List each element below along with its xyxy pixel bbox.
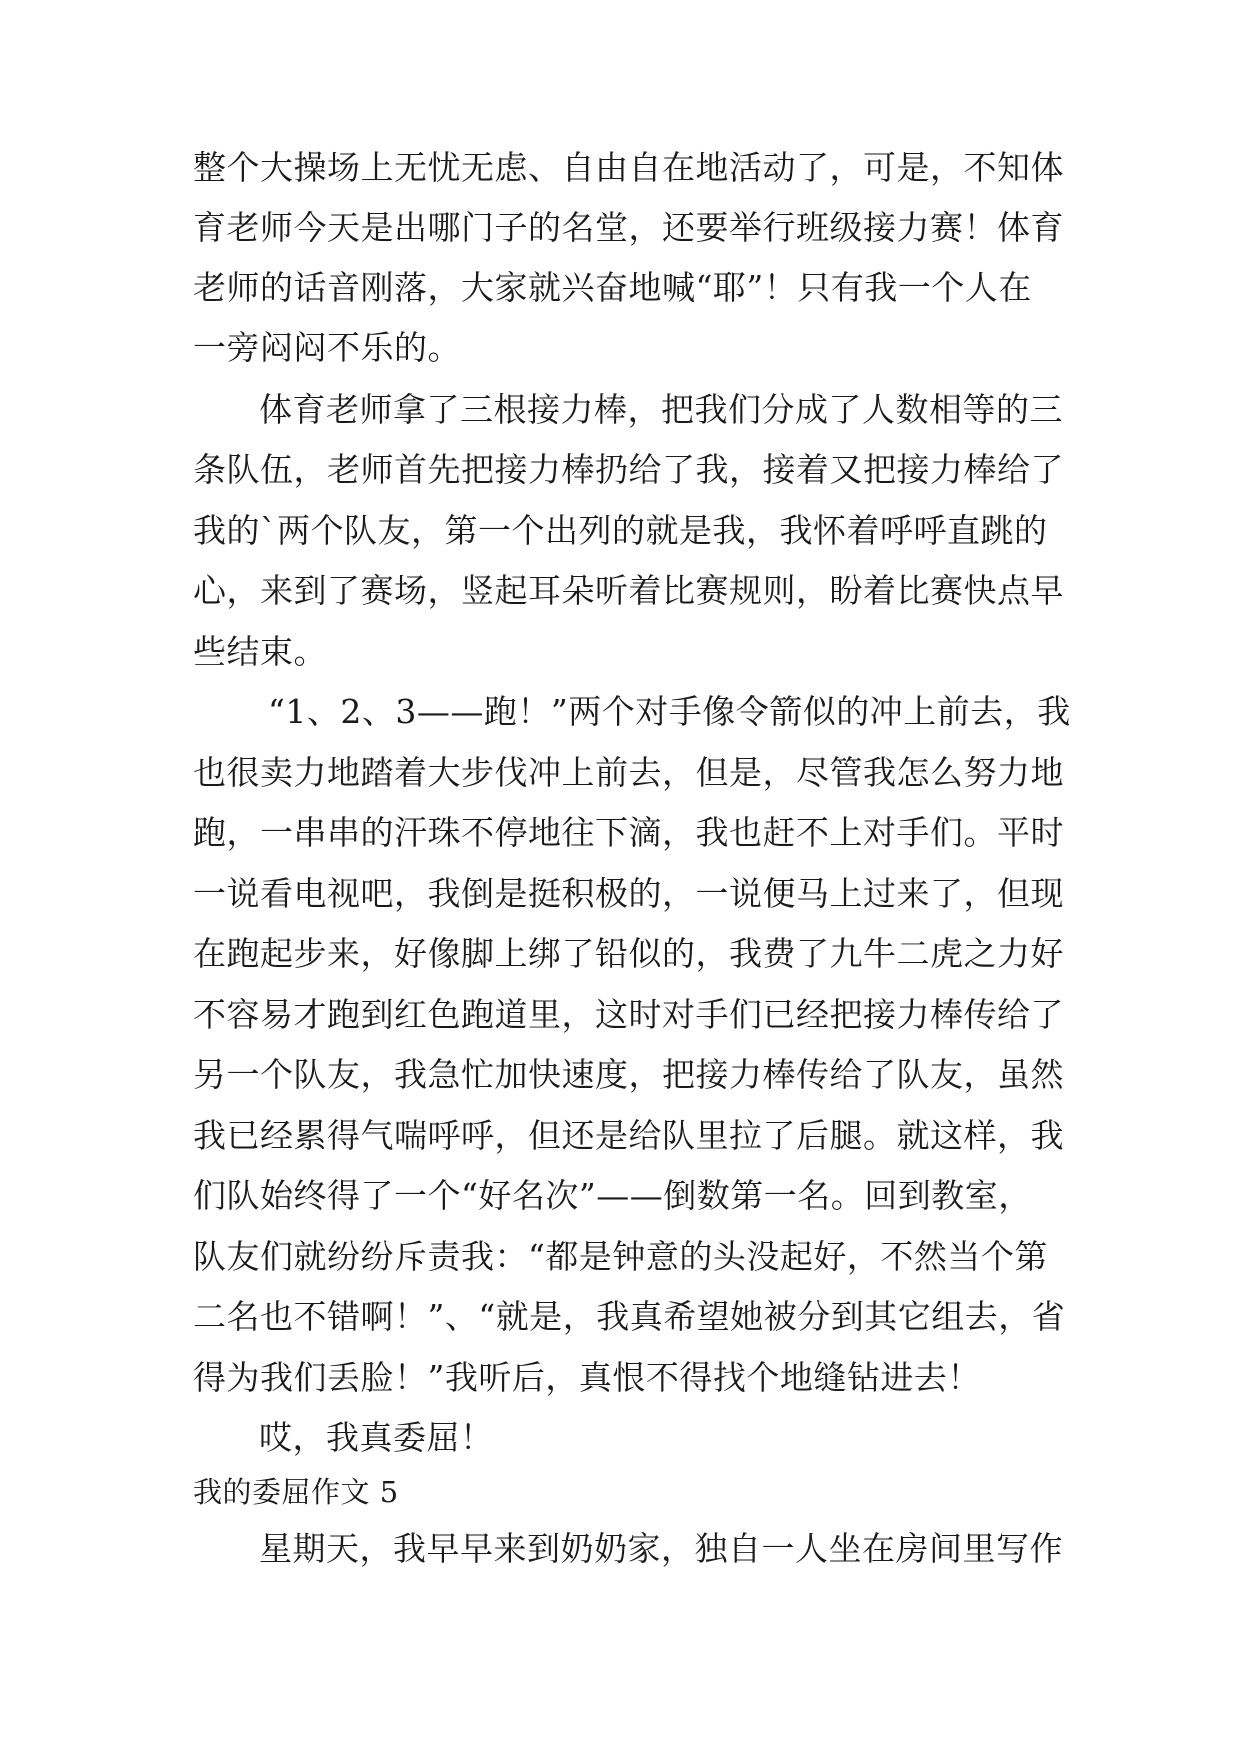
paragraph-line: 也很卖力地踏着大步伐冲上前去，但是，尽管我怎么努力地 <box>193 753 1064 792</box>
paragraph-line: 一旁闷闷不乐的。 <box>193 328 461 367</box>
paragraph-line: 不容易才跑到红色跑道里，这时对手们已经把接力棒传给了 <box>193 995 1064 1034</box>
paragraph-line: 体育老师拿了三根接力棒，把我们分成了人数相等的三 <box>259 390 1063 429</box>
paragraph-line: 育老师今天是出哪门子的名堂，还要举行班级接力赛！体育 <box>193 208 1064 247</box>
paragraph-line: 哎，我真委屈！ <box>259 1418 494 1457</box>
paragraph-line: 些结束。 <box>193 632 327 671</box>
paragraph-line: 得为我们丢脸！”我听后，真恨不得找个地缝钻进去！ <box>193 1358 981 1397</box>
paragraph-line: 我已经累得气喘呼呼，但还是给队里拉了后腿。就这样，我 <box>193 1116 1064 1155</box>
paragraph-line: 我的`两个队友，第一个出列的就是我，我怀着呼呼直跳的 <box>193 511 1048 550</box>
paragraph-line: 条队伍，老师首先把接力棒扔给了我，接着又把接力棒给了 <box>193 450 1064 489</box>
paragraph-line: 老师的话音刚落，大家就兴奋地喊“耶”！只有我一个人在 <box>193 268 1032 307</box>
paragraph-line: 另一个队友，我急忙加快速度，把接力棒传给了队友，虽然 <box>193 1055 1064 1094</box>
section-heading: 我的委屈作文 5 <box>193 1475 399 1509</box>
paragraph-line: “1、2、3——跑！”两个对手像令箭似的冲上前去，我 <box>268 692 1071 731</box>
paragraph-line: 在跑起步来，好像脚上绑了铅似的，我费了九牛二虎之力好 <box>193 934 1064 973</box>
paragraph-line: 星期天，我早早来到奶奶家，独自一人坐在房间里写作 <box>259 1529 1063 1568</box>
paragraph-line: 跑，一串串的汗珠不停地往下滴，我也赶不上对手们。平时 <box>193 813 1064 852</box>
paragraph-line: 队友们就纷纷斥责我：“都是钟意的头没起好，不然当个第 <box>193 1237 1048 1276</box>
paragraph-line: 心，来到了赛场，竖起耳朵听着比赛规则，盼着比赛快点早 <box>193 571 1064 610</box>
paragraph-line: 一说看电视吧，我倒是挺积极的，一说便马上过来了，但现 <box>193 874 1064 913</box>
paragraph-line: 整个大操场上无忧无虑、自由自在地活动了，可是，不知体 <box>193 148 1064 187</box>
paragraph-line: 二名也不错啊！”、“就是，我真希望她被分到其它组去，省 <box>193 1297 1066 1336</box>
paragraph-line: 们队始终得了一个“好名次”——倒数第一名。回到教室， <box>193 1176 1032 1215</box>
